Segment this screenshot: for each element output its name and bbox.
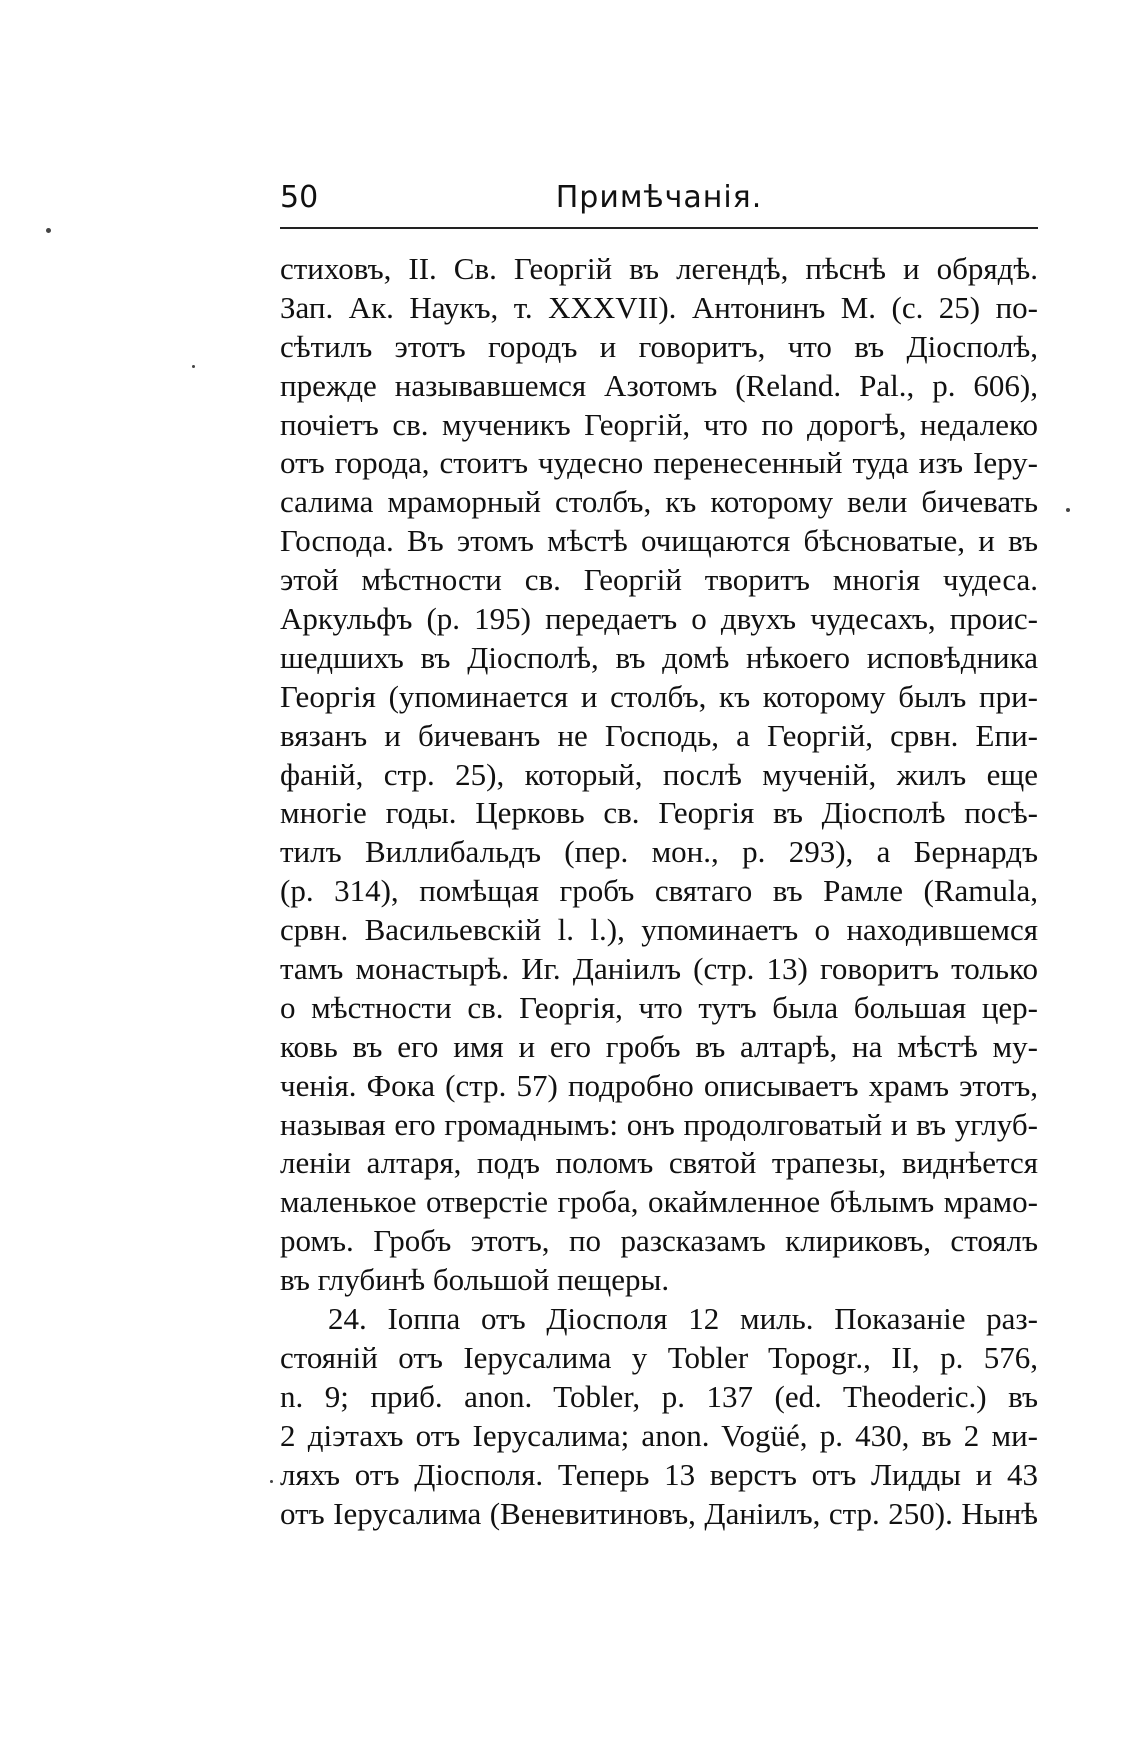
- text-line: стояній отъ Іерусалима у Tobler Topogr., II, p. 576,: [280, 1339, 1038, 1375]
- text-line: о мѣстности св. Георгія, что тутъ была большая цер-: [280, 989, 1038, 1025]
- text-line: n. 9; приб. anon. Tobler, p. 137 (ed. Theoderic.) въ: [280, 1378, 1038, 1414]
- text-line: фаній, стр. 25), который, послѣ мученій, жилъ еще: [280, 756, 1038, 792]
- text-line: (p. 314), помѣщая гробъ святаго въ Рамле (Ramula,: [280, 873, 1038, 909]
- text-line: называя его громаднымъ: онъ продолговатый и въ углуб-: [280, 1106, 1038, 1142]
- text-line: стиховъ, II. Св. Георгій въ легендѣ, пѣснѣ и обрядѣ.: [280, 251, 1038, 286]
- text-line: сѣтилъ этотъ городъ и говоритъ, что въ Діосполѣ,: [280, 328, 1038, 364]
- text-line: почіетъ св. мученикъ Георгій, что по дорогѣ, недалеко: [280, 406, 1038, 442]
- text-line: отъ Іерусалима (Веневитиновъ, Даніилъ, стр. 250). Нынѣ: [280, 1495, 1038, 1531]
- text-line: маленькое отверстіе гроба, окаймленное бѣлымъ мрамо-: [280, 1184, 1038, 1220]
- text-line: Георгія (упоминается и столбъ, къ которому былъ при-: [280, 678, 1038, 714]
- scan-speck: [270, 1480, 273, 1483]
- text-line: Господа. Въ этомъ мѣстѣ очищаются бѣсноватые, и въ: [280, 523, 1038, 559]
- text-line: этой мѣстности св. Георгій творитъ многія чудеса.: [280, 562, 1038, 598]
- page-header: [280, 180, 1038, 220]
- scan-speck: [46, 228, 51, 233]
- text-line: шедшихъ въ Діосполѣ, въ домѣ нѣкоего исповѣдника: [280, 639, 1038, 675]
- text-line: ромъ. Гробъ этотъ, по разсказамъ клириковъ, стоялъ: [280, 1223, 1038, 1259]
- text-line: 2 діэтахъ отъ Іерусалима; anon. Vogüé, p. 430, въ 2 ми-: [280, 1417, 1038, 1453]
- text-line: ковь въ его имя и его гробъ въ алтарѣ, на мѣстѣ му-: [280, 1028, 1038, 1064]
- page-number: 50: [280, 180, 319, 215]
- scan-speck: [1066, 508, 1070, 512]
- text-line: Аркульфъ (p. 195) передаетъ о двухъ чудесахъ, проис-: [280, 601, 1038, 637]
- text-line: вязанъ и бичеванъ не Господь, а Георгій, срвн. Епи-: [280, 717, 1038, 753]
- running-title: Примѣчанія.: [555, 180, 763, 215]
- text-line: 24. Іоппа отъ Діосполя 12 миль. Показаніе раз-: [328, 1301, 1038, 1337]
- header-rule: [280, 227, 1038, 229]
- text-line: салима мраморный столбъ, къ которому вели бичевать: [280, 484, 1038, 520]
- text-line: ченія. Фока (стр. 57) подробно описываетъ храмъ этотъ,: [280, 1067, 1038, 1103]
- text-line: отъ города, стоитъ чудесно перенесенный туда изъ Іеру-: [280, 445, 1038, 481]
- text-line: срвн. Васильевскій l. l.), упоминаетъ о находившемся: [280, 912, 1038, 948]
- body-text: [280, 250, 1038, 1533]
- text-line: прежде называвшемся Азотомъ (Reland. Pal., p. 606),: [280, 367, 1038, 403]
- scan-speck: [192, 365, 195, 368]
- text-line: Зап. Ак. Наукъ, т. XXXVII). Антонинъ М. (с. 25) по-: [280, 289, 1038, 325]
- text-line: тилъ Виллибальдъ (пер. мон., p. 293), а Бернардъ: [280, 834, 1038, 870]
- text-line: ляхъ отъ Діосполя. Теперь 13 верстъ отъ Лидды и 43: [280, 1456, 1038, 1492]
- text-line: въ глубинѣ большой пещеры.: [280, 1262, 670, 1298]
- text-line: леніи алтаря, подъ поломъ святой трапезы, виднѣется: [280, 1145, 1038, 1181]
- text-line: многіе годы. Церковь св. Георгія въ Діосполѣ посѣ-: [280, 795, 1038, 831]
- text-line: тамъ монастырѣ. Иг. Даніилъ (стр. 13) говоритъ только: [280, 951, 1038, 987]
